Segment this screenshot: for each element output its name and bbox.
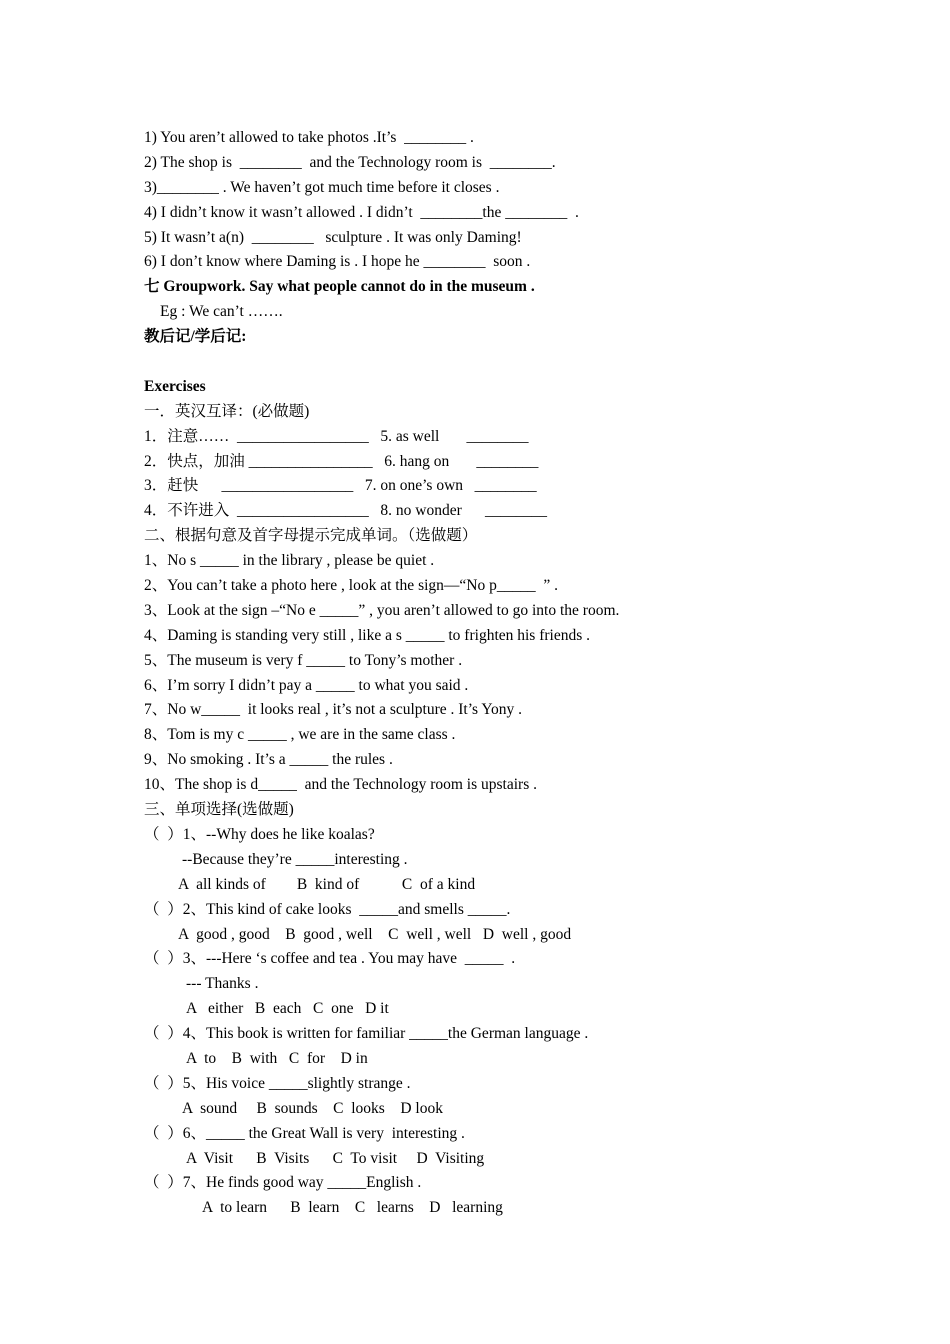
question-3-options: A either B each C one D it — [186, 1000, 389, 1018]
word-item-9: 9、No smoking . It’s a _____ the rules . — [144, 751, 393, 769]
question-4-options: A to B with C for D in — [186, 1049, 368, 1067]
word-item-4: 4、Daming is standing very still , like a s _____ to frighten his friends . — [144, 626, 591, 644]
question-1-reply: --Because they’re _____interesting . — [182, 850, 408, 868]
section-2-heading: 二、根据句意及首字母提示完成单词。（选做题） — [144, 527, 478, 545]
word-item-7: 7、No w_____ it looks real , it’s not a sculpture . It’s Yony . — [144, 701, 523, 719]
question-3-reply: --- Thanks . — [186, 975, 259, 993]
question-6-options: A Visit B Visits C To visit D Visiting — [186, 1149, 485, 1167]
word-item-5: 5、The museum is very f _____ to Tony’s mother . — [144, 651, 463, 669]
worksheet-page — [144, 126, 904, 1221]
question-6-stem: （ ）6、_____ the Great Wall is very interesting . — [144, 1124, 465, 1142]
question-3-stem: （ ）3、---Here ‘s coffee and tea . You may have _____ . — [144, 950, 516, 968]
blank-spacer — [144, 350, 904, 375]
translation-item-2: 2．快点，加油 ________________ 6. hang on ________ — [144, 452, 539, 470]
translation-item-1: 1．注意…… _________________ 5. as well ________ — [144, 427, 529, 445]
section-1-heading: 一．英汉互译：(必做题) — [144, 402, 310, 420]
exercises-heading: Exercises — [144, 377, 206, 395]
translation-item-4: 4．不许进入 _________________ 8. no wonder ________ — [144, 502, 547, 520]
groupwork-heading: 七 Groupwork. Say what people cannot do in the museum . — [144, 278, 535, 296]
word-item-8: 8、Tom is my c _____ , we are in the same class . — [144, 726, 456, 744]
fill-line-2: 2) The shop is ________ and the Technology room is ________. — [144, 153, 556, 171]
translation-item-3: 3．赶快 _________________ 7. on one’s own ________ — [144, 477, 537, 495]
after-class-note: 教后记/学后记: — [144, 328, 247, 346]
question-2-options: A good , good B good , well C well , well D well , good — [178, 925, 572, 943]
question-5-options: A sound B sounds C looks D look — [182, 1099, 443, 1117]
word-item-3: 3、Look at the sign –“No e _____” , you aren’t allowed to go into the room. — [144, 601, 620, 619]
fill-line-6: 6) I don’t know where Daming is . I hope he ________ soon . — [144, 253, 531, 271]
groupwork-example: Eg : We can’t ……. — [160, 303, 283, 321]
question-4-stem: （ ）4、This book is written for familiar _____the German language . — [144, 1025, 589, 1043]
word-item-10: 10、The shop is d_____ and the Technology room is upstairs . — [144, 776, 537, 794]
section-3-heading: 三、单项选择(选做题) — [144, 801, 294, 819]
fill-line-4: 4) I didn’t know it wasn’t allowed . I didn’t ________the ________ . — [144, 203, 579, 221]
word-item-2: 2、You can’t take a photo here , look at the sign—“No p_____ ” . — [144, 577, 558, 595]
fill-line-3: 3)________ . We haven’t got much time before it closes . — [144, 178, 500, 196]
question-2-stem: （ ）2、This kind of cake looks _____and smells _____. — [144, 900, 511, 918]
fill-line-5: 5) It wasn’t a(n) ________ sculpture . It was only Daming! — [144, 228, 522, 246]
fill-line-1: 1) You aren’t allowed to take photos .It’s ________ . — [144, 129, 474, 146]
question-1-options: A all kinds of B kind of C of a kind — [178, 875, 476, 893]
word-item-6: 6、I’m sorry I didn’t pay a _____ to what you said . — [144, 676, 469, 694]
word-item-1: 1、No s _____ in the library , please be quiet . — [144, 552, 435, 570]
question-7-stem: （ ）7、He finds good way _____English . — [144, 1174, 422, 1192]
question-5-stem: （ ）5、His voice _____slightly strange . — [144, 1074, 411, 1092]
question-1-stem: （ ）1、--Why does he like koalas? — [144, 825, 375, 843]
question-7-options: A to learn B learn C learns D learning — [202, 1199, 503, 1217]
